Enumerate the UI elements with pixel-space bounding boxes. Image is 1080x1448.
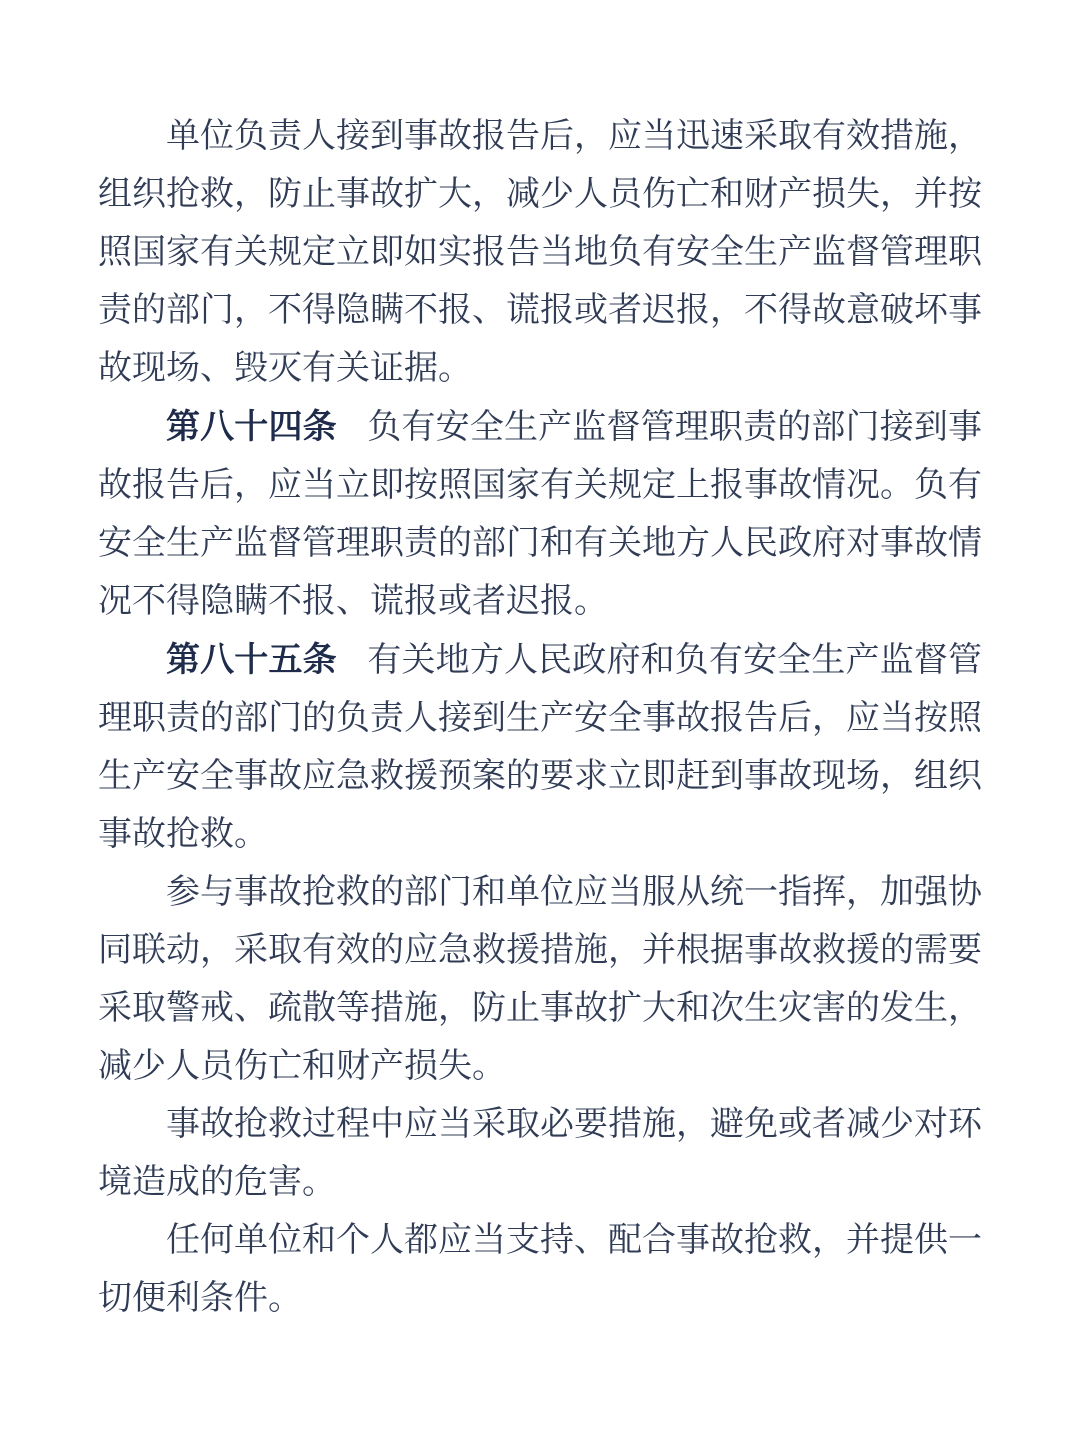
paragraph: [98, 108, 982, 398]
paragraph: [98, 1096, 982, 1212]
article-number: 第八十五条: [166, 641, 337, 679]
paragraph-text: 有关地方人民政府和负有安全生产监督管理职责的部门的负责人接到生产安全事故报告后，应当按照生产安全事故应急救援预案的要求立即赶到事故现场，组织事故抢救。: [98, 642, 983, 853]
paragraph: [98, 398, 982, 631]
paragraph-text: 参与事故抢救的部门和单位应当服从统一指挥，加强协同联动，采取有效的应急救援措施，并根据事故救援的需要采取警戒、疏散等措施，防止事故扩大和次生灾害的发生，减少人员伤亡和财产损失。: [98, 874, 982, 1085]
paragraph-text: 事故抢救过程中应当采取必要措施，避免或者减少对环境造成的危害。: [98, 1106, 982, 1201]
paragraph: [98, 631, 982, 864]
paragraph-text: 单位负责人接到事故报告后，应当迅速采取有效措施，组织抢救，防止事故扩大，减少人员伤亡和财产损失，并按照国家有关规定立即如实报告当地负有安全生产监督管理职责的部门，不得隐瞒不报、谎报或者迟报，不得故意破坏事故现场、毁灭有关证据。: [98, 118, 982, 387]
paragraph: [98, 864, 982, 1096]
article-number: 第八十四条: [166, 408, 337, 446]
paragraph-text: 任何单位和个人都应当支持、配合事故抢救，并提供一切便利条件。: [98, 1222, 982, 1317]
paragraph-text: 负有安全生产监督管理职责的部门接到事故报告后，应当立即按照国家有关规定上报事故情况。负有安全生产监督管理职责的部门和有关地方人民政府对事故情况不得隐瞒不报、谎报或者迟报。: [98, 409, 983, 620]
paragraph: [98, 1212, 982, 1328]
